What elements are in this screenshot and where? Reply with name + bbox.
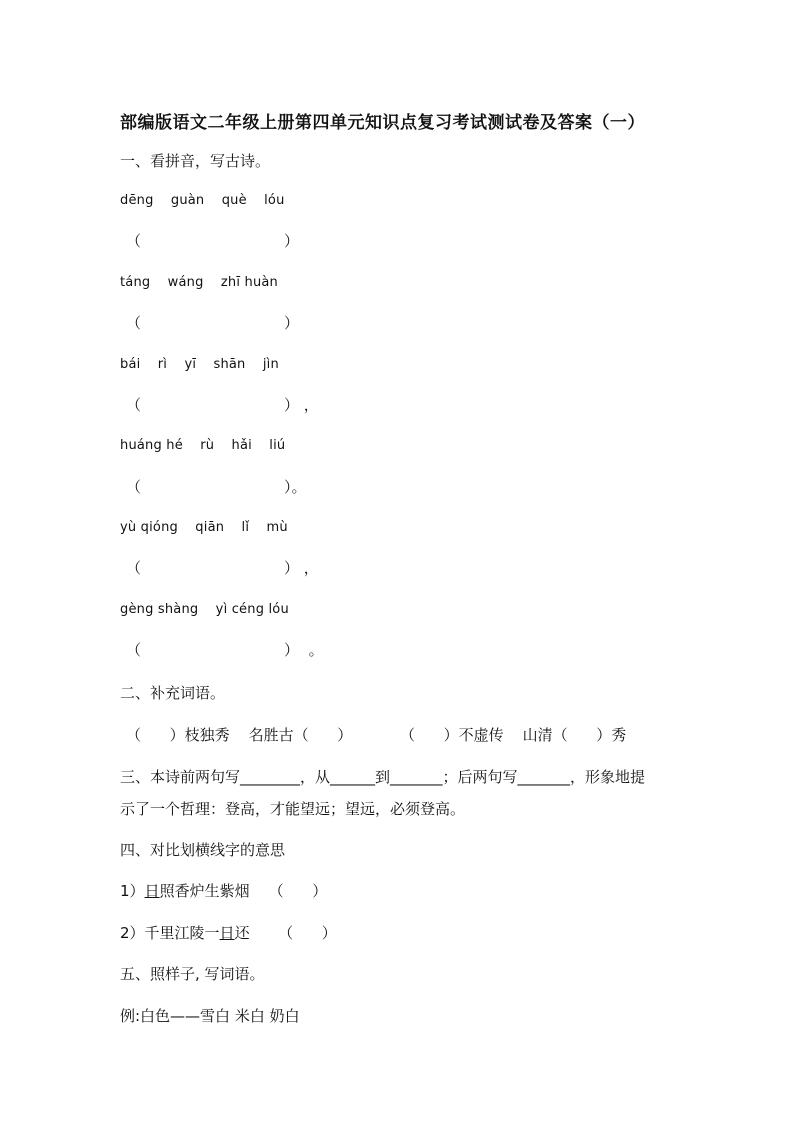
q1-pinyin-row-1: dēng guàn què lóu bbox=[120, 193, 285, 208]
q4-item-1-underlined-char: 日 bbox=[144, 882, 160, 900]
q4-item-2-underlined-char: 日 bbox=[219, 924, 235, 942]
q1-pinyin-row-4: huáng hé rù hǎi liú bbox=[120, 438, 286, 453]
q4-item-1-rest: 照香炉生紫烟 （ ） bbox=[159, 882, 328, 900]
q1-pinyin-row-6: gèng shàng yì céng lóu bbox=[120, 602, 289, 617]
q1-answer-blank-6: （ ） 。 bbox=[126, 641, 324, 659]
q1-answer-blank-1: （ ） bbox=[126, 232, 300, 250]
q5-heading: 五、照样子, 写词语。 bbox=[120, 965, 265, 983]
q1-heading: 一、看拼音，写古诗。 bbox=[120, 152, 271, 170]
q4-item-1 bbox=[120, 880, 327, 901]
q4-item-2 bbox=[120, 922, 337, 943]
q4-item-2-prefix: 2）千里江陵一 bbox=[120, 924, 220, 942]
q4-heading: 四、对比划横线字的意思 bbox=[120, 841, 286, 859]
q2-fill-words: （ ）枝独秀 名胜古（ ） （ ）不虚传 山清（ ）秀 bbox=[126, 726, 627, 744]
q2-heading: 二、补充词语。 bbox=[120, 684, 226, 702]
q4-item-2-rest: 还 （ ） bbox=[234, 924, 337, 942]
q1-pinyin-row-3: bái rì yī shān jìn bbox=[120, 357, 279, 372]
q1-pinyin-row-5: yù qióng qiān lǐ mù bbox=[120, 520, 288, 535]
q3-line-1: 三、本诗前两句写________，从______到_______；后两句写_______，形象地提 bbox=[120, 768, 646, 786]
q3-line-2: 示了一个哲理：登高，才能望远；望远，必须登高。 bbox=[120, 800, 466, 818]
q1-answer-blank-3: （ ） ， bbox=[126, 396, 319, 414]
q1-answer-blank-4: （ ）。 bbox=[126, 478, 307, 496]
q1-pinyin-row-2: táng wáng zhī huàn bbox=[120, 275, 278, 290]
q4-item-1-prefix: 1） bbox=[120, 882, 145, 900]
q1-answer-blank-5: （ ） ， bbox=[126, 559, 319, 577]
q1-answer-blank-2: （ ） bbox=[126, 314, 300, 332]
q5-example: 例:白色——雪白 米白 奶白 bbox=[120, 1007, 300, 1025]
document-title: 部编版语文二年级上册第四单元知识点复习考试测试卷及答案（一） bbox=[120, 113, 645, 133]
